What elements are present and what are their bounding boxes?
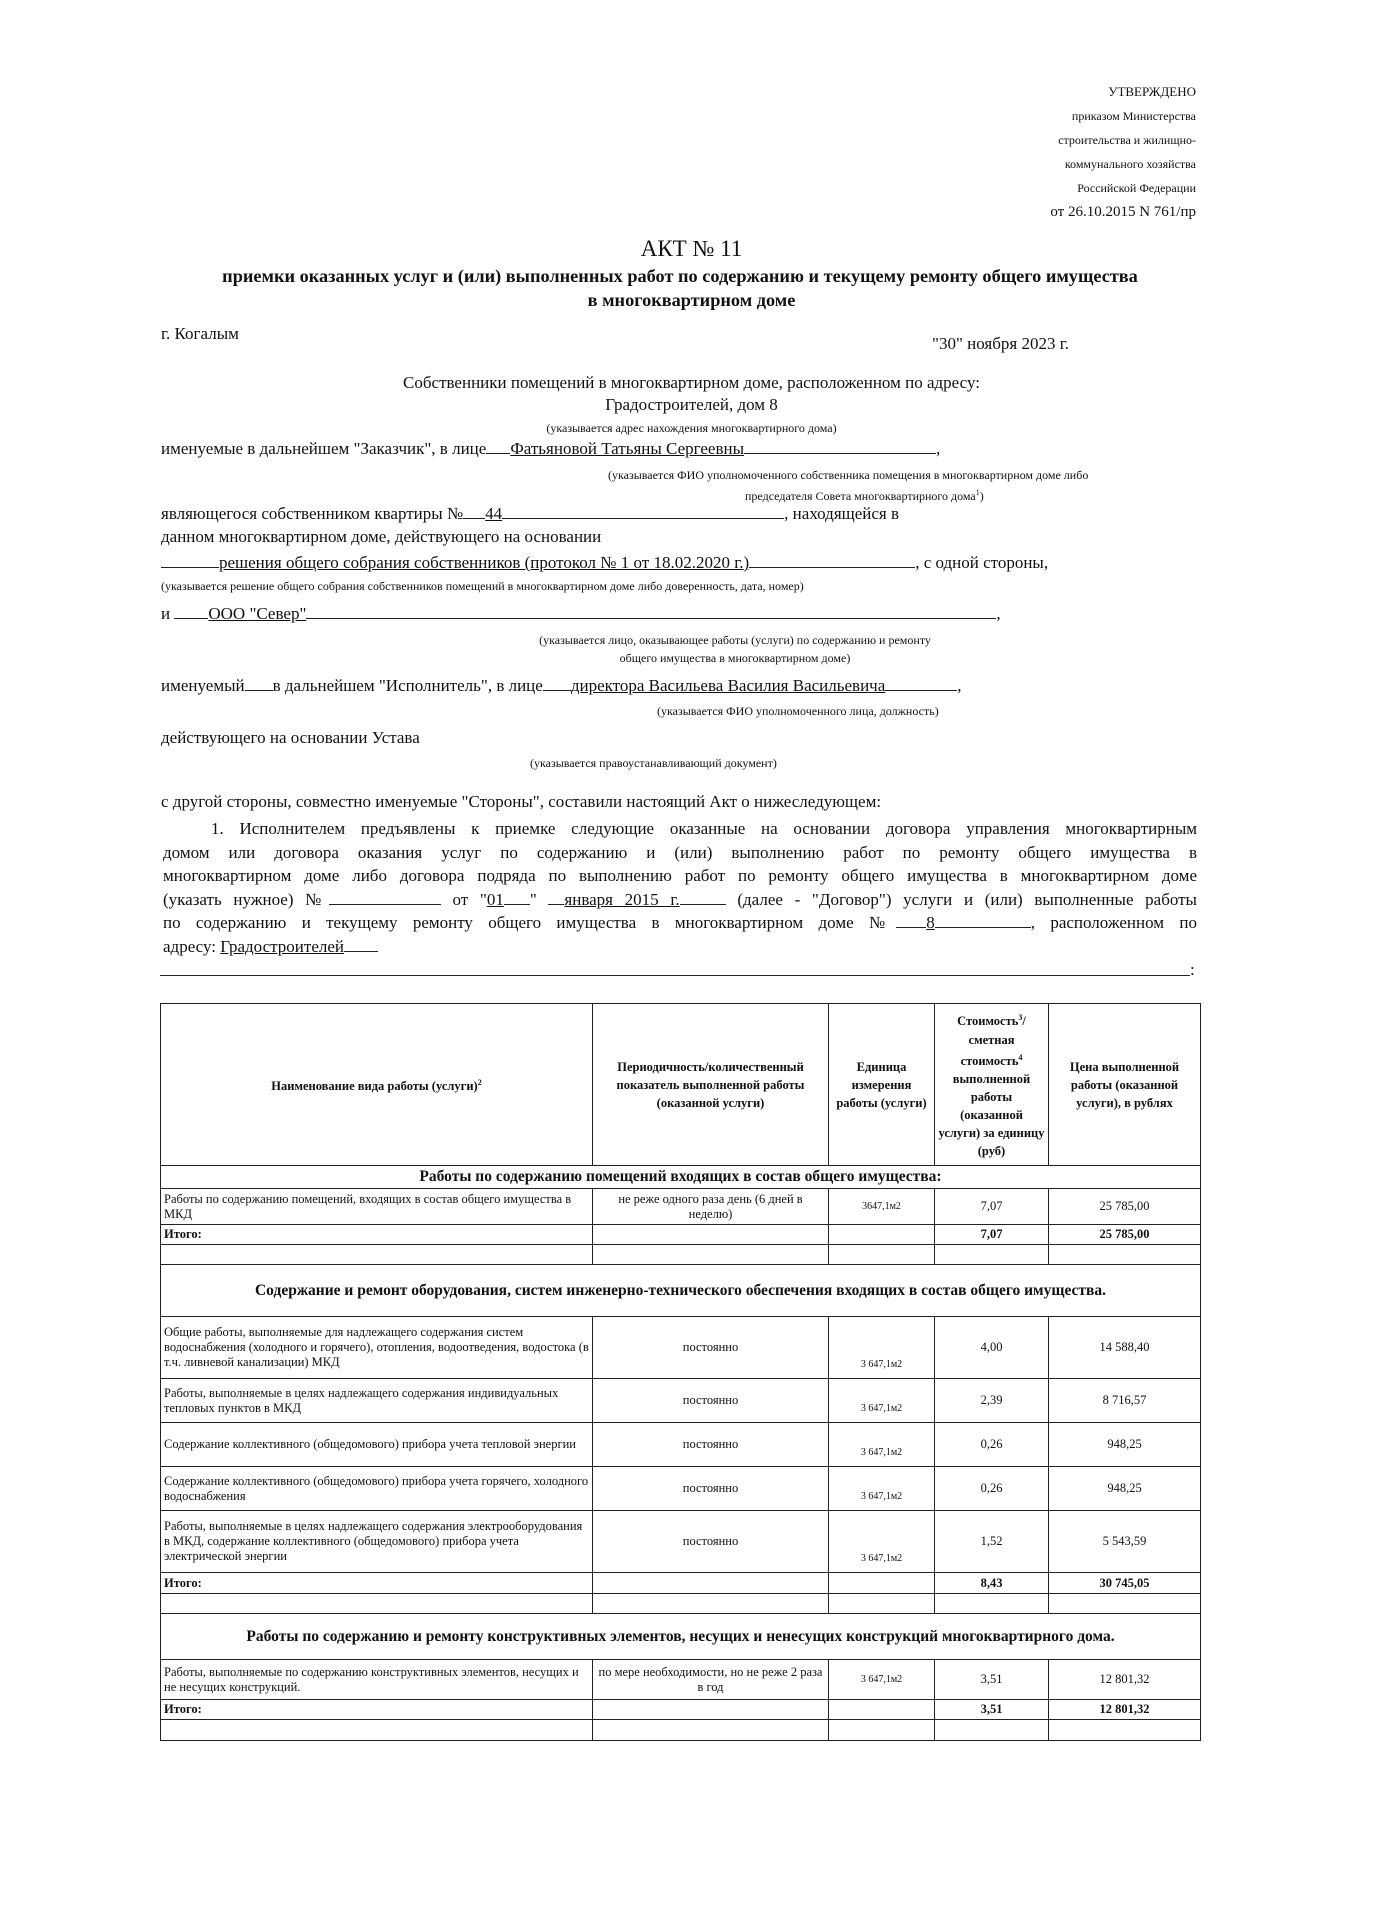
basis-note: (указывается решение общего собрания собственников помещений в многоквартирном доме либо доверенность, дата, номер) [161, 579, 804, 593]
header-cost: Стоимость$^3$/сметная стоимость$^4$ выполненной работы (оказанной услуги) за единицу (руб) [935, 1004, 1049, 1166]
empty-cell [829, 1573, 935, 1594]
act-subtitle: в многоквартирном доме [587, 290, 796, 310]
executor-comma: , [957, 676, 962, 695]
executor-prefix: именуемый [161, 676, 245, 695]
table-row [161, 1189, 1201, 1225]
act-title: АКТ № 11 [640, 236, 743, 261]
section-row [161, 1166, 1201, 1189]
cell-unit: 3 647,1м2 [829, 1423, 935, 1467]
clause-text: " [529, 889, 549, 909]
cell-price: 14 588,40 [1049, 1317, 1201, 1379]
clause-line: домом или договора оказания услуг по содержанию и (или) выполнению работ по ремонту общего имущества в [163, 842, 1197, 862]
header-period: Периодичность/количественный показатель выполненной работы (оказанной услуги) [593, 1004, 829, 1166]
total-label: Итого: [161, 1700, 593, 1720]
customer-name: Фатьяновой Татьяны Сергеевны [510, 439, 745, 458]
clause-line: 1. Исполнителем предъявлены к приемке следующие оказанные на основании договора управления многоквартирным [211, 819, 1197, 838]
clause-text: (указать нужное) № [163, 889, 329, 909]
approval-line: Российской Федерации [1077, 181, 1196, 195]
approval-line: от 26.10.2015 N 761/пр [1050, 204, 1196, 220]
section-row [161, 1265, 1201, 1317]
cell-unit: 3 647,1м2 [829, 1467, 935, 1511]
cell-period: по мере необходимости, но не реже 2 раза в год [593, 1660, 829, 1700]
empty-cell [829, 1700, 935, 1720]
cell-name: Работы по содержанию помещений, входящих в состав общего имущества в МКД [161, 1189, 593, 1225]
table-row [161, 1379, 1201, 1423]
act-subtitle: приемки оказанных услуг и (или) выполненных работ по содержанию и текущему ремонту общего имущества [222, 266, 1138, 286]
acting-basis: действующего на основании Устава [161, 728, 420, 747]
act-date: "30" ноября 2023 г. [932, 334, 1069, 353]
footnote-mark: 1 [975, 488, 980, 497]
cell-period: постоянно [593, 1317, 829, 1379]
clause-line [163, 888, 1197, 912]
table-row [161, 1511, 1201, 1573]
contract-month: января 2015 г. [564, 889, 680, 909]
clause-text: , расположенном по [1030, 913, 1197, 932]
cell-name: Содержание коллективного (общедомового) прибора учета тепловой энергии [161, 1423, 593, 1467]
table-header-row [161, 1004, 1201, 1166]
table-row [161, 1317, 1201, 1379]
empty-cell [593, 1225, 829, 1245]
customer-line: именуемые в дальнейшем "Заказчик", в лице Фатьяновой Татьяны Сергеевны , [161, 439, 941, 458]
cell-cost: 0,26 [935, 1423, 1049, 1467]
cell-name: Работы, выполняемые в целях надлежащего содержания индивидуальных тепловых пунктов в МКД [161, 1379, 593, 1423]
cell-cost: 3,51 [935, 1660, 1049, 1700]
acting-note: (указывается правоустанавливающий документ) [530, 756, 777, 770]
clause-line [163, 935, 1197, 959]
total-row [161, 1700, 1201, 1720]
cell-unit: 3 647,1м2 [829, 1511, 935, 1573]
contractor-comma: , [996, 604, 1001, 623]
works-table [160, 1003, 1201, 1741]
table-row [161, 1423, 1201, 1467]
section-title: Работы по содержанию помещений входящих в состав общего имущества: [161, 1166, 1201, 1189]
clause-line: многоквартирном доме либо договора подряда по выполнению работ по ремонту общего имущества в многоквартирном доме [163, 866, 1197, 885]
house-address: Градостроителей [220, 936, 344, 956]
cell-price: 5 543,59 [1049, 1511, 1201, 1573]
contractor-note: общего имущества в многоквартирном доме) [619, 651, 851, 665]
empty-row [161, 1245, 1201, 1265]
clause-text: адресу: [163, 936, 221, 956]
cell-period: постоянно [593, 1467, 829, 1511]
total-cost: 7,07 [935, 1225, 1049, 1245]
basis-line: данном многоквартирном доме, действующего на основании [161, 527, 602, 546]
header-price: Цена выполненной работы (оказанной услуги), в рублях [1049, 1004, 1201, 1166]
executor-mid: в дальнейшем "Исполнитель", в лице [272, 676, 543, 695]
customer-note-text: председателя Совета многоквартирного дома [745, 489, 976, 503]
header-name: Наименование вида работы (услуги)$^2$ [161, 1004, 593, 1166]
cell-unit: 3647,1м2 [829, 1189, 935, 1225]
empty-cell [593, 1700, 829, 1720]
executor-line [161, 676, 962, 696]
total-cost: 8,43 [935, 1573, 1049, 1594]
address-note: (указывается адрес нахождения многоквартирного дома) [546, 421, 837, 435]
clause-line [163, 911, 1197, 935]
basis-suffix: , с одной стороны, [915, 553, 1049, 572]
executor-name: директора Васильева Василия Васильевича [570, 676, 886, 695]
apartment-suffix: , находящейся в [784, 504, 900, 523]
approval-stamp [940, 80, 1196, 224]
cell-price: 948,25 [1049, 1467, 1201, 1511]
empty-row [161, 1594, 1201, 1614]
clause-text: (далее - "Договор") услуги и (или) выполненные работы [725, 889, 1197, 909]
cell-cost: 2,39 [935, 1379, 1049, 1423]
clause-text: по содержанию и текущему ремонту общего имущества в многоквартирном доме № [163, 913, 897, 932]
apartment-prefix: являющегося собственником квартиры № [161, 504, 464, 523]
total-row [161, 1573, 1201, 1594]
and-prefix: и [161, 604, 171, 623]
cell-cost: 0,26 [935, 1467, 1049, 1511]
cell-price: 12 801,32 [1049, 1660, 1201, 1700]
empty-cell [829, 1225, 935, 1245]
cell-name: Работы, выполняемые по содержанию конструктивных элементов, несущих и не несущих конструкций. [161, 1660, 593, 1700]
section-title: Работы по содержанию и ремонту конструктивных элементов, несущих и ненесущих конструкций многоквартирного дома. [161, 1614, 1201, 1660]
cell-cost: 7,07 [935, 1189, 1049, 1225]
apartment-number: 44 [485, 504, 503, 523]
total-label: Итого: [161, 1225, 593, 1245]
approval-line: УТВЕРЖДЕНО [1108, 84, 1196, 99]
owners-intro: Собственники помещений в многоквартирном доме, расположенном по адресу: [403, 373, 980, 392]
total-price: 12 801,32 [1049, 1700, 1201, 1720]
contract-day: 01 [486, 889, 504, 909]
cell-period: постоянно [593, 1423, 829, 1467]
cell-period: постоянно [593, 1511, 829, 1573]
header-unit: Единица измерения работы (услуги) [829, 1004, 935, 1166]
cell-period: не реже одного раза день (6 дней в неделю) [593, 1189, 829, 1225]
cell-price: 25 785,00 [1049, 1189, 1201, 1225]
table-row [161, 1660, 1201, 1700]
customer-prefix: именуемые в дальнейшем "Заказчик", в лице [161, 439, 487, 458]
clause-1 [163, 817, 1197, 958]
city: г. Когалым [161, 324, 239, 343]
cell-cost: 4,00 [935, 1317, 1049, 1379]
empty-row [161, 1720, 1201, 1741]
section-row [161, 1614, 1201, 1660]
house-number: 8 [926, 913, 935, 932]
cell-unit: 3 647,1м2 [829, 1317, 935, 1379]
approval-line: приказом Министерства [1071, 109, 1196, 123]
clause-text: от " [440, 889, 487, 909]
cell-price: 948,25 [1049, 1423, 1201, 1467]
cell-name: Общие работы, выполняемые для надлежащего содержания систем водоснабжения (холодного и горячего), отопления, водоотведения, водостока (в т.ч. ливневой канализации) МКД [161, 1317, 593, 1379]
total-label: Итого: [161, 1573, 593, 1594]
total-cost: 3,51 [935, 1700, 1049, 1720]
total-row [161, 1225, 1201, 1245]
separator-line [160, 975, 1190, 976]
total-price: 30 745,05 [1049, 1573, 1201, 1594]
empty-cell [593, 1573, 829, 1594]
executor-note: (указывается ФИО уполномоченного лица, должность) [657, 704, 939, 718]
contractor-line [161, 604, 1001, 624]
cell-cost: 1,52 [935, 1511, 1049, 1573]
customer-note-end: ) [979, 489, 984, 503]
cell-unit: 3 647,1м2 [829, 1660, 935, 1700]
approval-line: коммунального хозяйства [1064, 157, 1196, 171]
cell-period: постоянно [593, 1379, 829, 1423]
section-title: Содержание и ремонт оборудования, систем инженерно-технического обеспечения входящих в состав общего имущества. [161, 1265, 1201, 1317]
cell-unit: 3 647,1м2 [829, 1379, 935, 1423]
other-side: с другой стороны, совместно именуемые "Стороны", составили настоящий Акт о нижеследующем: [161, 792, 882, 811]
cell-name: Содержание коллективного (общедомового) прибора учета горячего, холодного водоснабжения [161, 1467, 593, 1511]
contractor-name: ООО "Север" [208, 604, 307, 623]
contractor-note: (указывается лицо, оказывающее работы (услуги) по содержанию и ремонту [539, 633, 931, 647]
total-price: 25 785,00 [1049, 1225, 1201, 1245]
basis-document: решения общего собрания собственников (протокол № 1 от 18.02.2020 г.) [219, 553, 750, 572]
apartment-line [161, 504, 899, 524]
address: Градостроителей, дом 8 [605, 395, 778, 414]
cell-name: Работы, выполняемые в целях надлежащего содержания электрооборудования в МКД, содержание коллективного (общедомового) прибора учета электрической энергии [161, 1511, 593, 1573]
approval-line: строительства и жилищно- [1058, 133, 1196, 147]
basis-doc-line [161, 553, 1048, 573]
customer-note: (указывается ФИО уполномоченного собственника помещения в многоквартирном доме либо [608, 468, 1089, 482]
customer-note [745, 488, 984, 504]
separator-colon: : [1190, 960, 1195, 979]
table-row [161, 1467, 1201, 1511]
cell-price: 8 716,57 [1049, 1379, 1201, 1423]
